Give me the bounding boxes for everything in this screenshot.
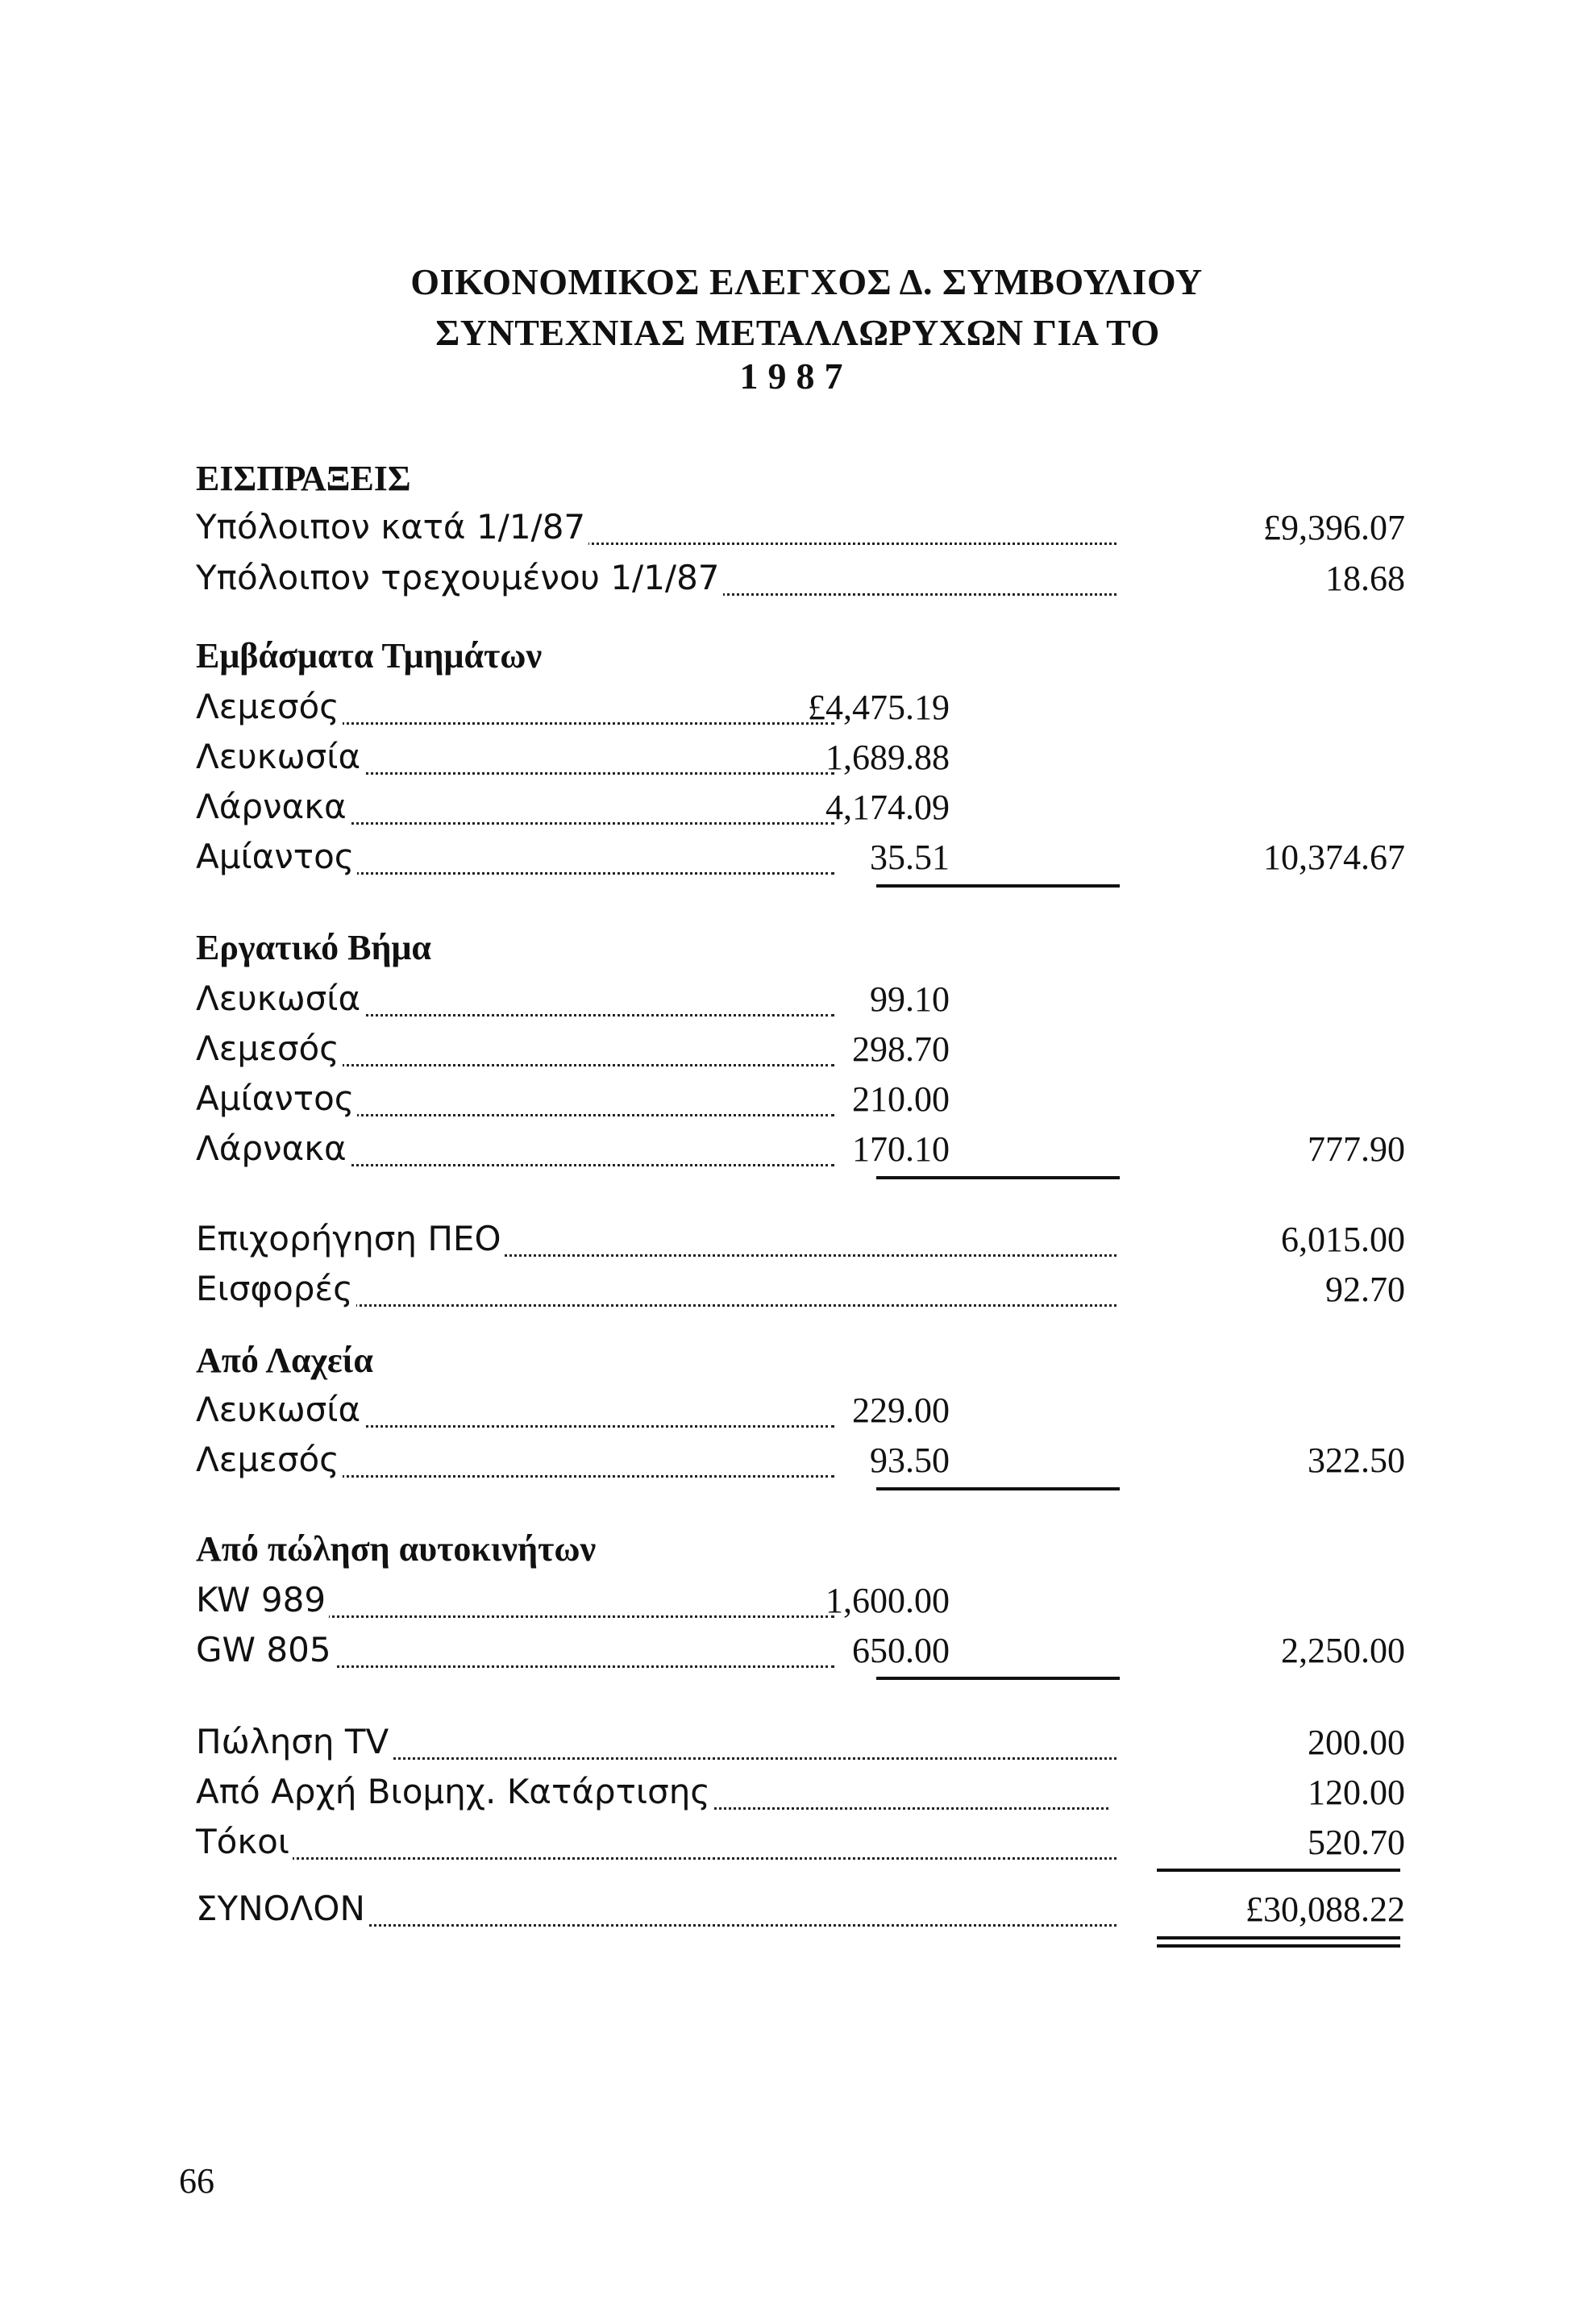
line-item-amount: 4,174.09 bbox=[825, 788, 950, 827]
line-item-label: Λευκωσία bbox=[196, 1390, 364, 1429]
line-item bbox=[196, 1129, 1405, 1177]
balance-row bbox=[196, 507, 1405, 555]
line-item-label: Αμίαντος bbox=[196, 1079, 357, 1118]
line-item-amount: 1,600.00 bbox=[825, 1581, 950, 1620]
line-item-label: Λάρνακα bbox=[196, 787, 350, 826]
subtotal-rule bbox=[876, 1176, 1120, 1179]
line-item-amount: 99.10 bbox=[870, 979, 950, 1019]
line-item bbox=[196, 1219, 1405, 1267]
group-heading-workers-step: Εργατικό Βήμα bbox=[196, 928, 431, 967]
group-total: 10,374.67 bbox=[1263, 838, 1405, 877]
leader-dots bbox=[196, 1857, 1117, 1860]
line-item-amount: £4,475.19 bbox=[808, 688, 950, 727]
line-item bbox=[196, 1390, 1405, 1438]
grand-total-double-rule-bottom bbox=[1157, 1944, 1400, 1948]
line-item-label: Λευκωσία bbox=[196, 737, 364, 776]
balance-amount: £9,396.07 bbox=[1263, 508, 1405, 547]
balance-amount: 18.68 bbox=[1325, 559, 1405, 598]
line-item-amount: 120.00 bbox=[1308, 1773, 1405, 1812]
line-item-label: Τόκοι bbox=[196, 1822, 293, 1861]
title-line-1: ΟΙΚΟΝΟΜΙΚΟΣ ΕΛΕΓΧΟΣ Δ. ΣΥΜΒΟΥΛΙΟΥ bbox=[410, 261, 1203, 302]
subtotal-rule bbox=[876, 1677, 1120, 1680]
line-item bbox=[196, 1440, 1405, 1488]
line-item-label: Επιχορήγηση ΠΕΟ bbox=[196, 1219, 505, 1258]
subtotal-rule bbox=[876, 1487, 1120, 1490]
line-item bbox=[196, 837, 1405, 885]
title-line-2: ΣΥΝΤΕΧΝΙΑΣ ΜΕΤΑΛΛΩΡΥΧΩΝ ΓΙΑ ΤΟ bbox=[435, 312, 1160, 353]
line-item bbox=[196, 787, 1405, 835]
line-item bbox=[196, 1722, 1405, 1770]
line-item bbox=[196, 1822, 1405, 1870]
group-total: 777.90 bbox=[1308, 1129, 1405, 1169]
line-item-label: Λεμεσός bbox=[196, 1029, 343, 1068]
line-item bbox=[196, 1029, 1405, 1077]
page-number: 66 bbox=[179, 2161, 214, 2201]
line-item-label: Λάρνακα bbox=[196, 1129, 350, 1168]
line-item bbox=[196, 1772, 1405, 1820]
grand-total-double-rule-top bbox=[1157, 1936, 1400, 1939]
line-item-label: Αμίαντος bbox=[196, 837, 357, 876]
balance-label: Υπόλοιπον κατά 1/1/87 bbox=[196, 507, 588, 547]
line-item-amount: 93.50 bbox=[870, 1441, 950, 1480]
line-item bbox=[196, 687, 1405, 735]
line-item bbox=[196, 737, 1405, 785]
line-item-label: Εισφορές bbox=[196, 1269, 356, 1308]
group-heading-lotteries: Από Λαχεία bbox=[196, 1341, 373, 1380]
line-item-label: Λεμεσός bbox=[196, 687, 343, 726]
section-receipts-heading: ΕΙΣΠΡΑΞΕΙΣ bbox=[196, 459, 411, 498]
line-item-amount: 92.70 bbox=[1325, 1270, 1405, 1309]
line-item bbox=[196, 1630, 1405, 1678]
line-item-label: Από Αρχή Βιομηχ. Κατάρτισης bbox=[196, 1772, 713, 1811]
line-item-amount: 35.51 bbox=[870, 838, 950, 877]
line-item-amount: 1,689.88 bbox=[825, 738, 950, 777]
line-item-amount: 210.00 bbox=[852, 1079, 950, 1119]
line-item bbox=[196, 979, 1405, 1027]
subtotal-rule bbox=[876, 884, 1120, 888]
balance-row bbox=[196, 558, 1405, 606]
line-item bbox=[196, 1580, 1405, 1628]
line-item-amount: 298.70 bbox=[852, 1029, 950, 1069]
line-item-amount: 200.00 bbox=[1308, 1723, 1405, 1762]
line-item-amount: 170.10 bbox=[852, 1129, 950, 1169]
line-item bbox=[196, 1269, 1405, 1317]
group-heading-departments: Εμβάσματα Τμημάτων bbox=[196, 636, 543, 676]
grand-total-label: ΣΥΝΟΛΟΝ bbox=[196, 1889, 368, 1928]
line-item-amount: 6,015.00 bbox=[1281, 1220, 1405, 1259]
line-item-amount: 520.70 bbox=[1308, 1823, 1405, 1862]
title-year: 1987 bbox=[739, 355, 853, 397]
line-item-label: GW 805 bbox=[196, 1630, 335, 1669]
line-item-amount: 229.00 bbox=[852, 1391, 950, 1430]
line-item-label: Λεμεσός bbox=[196, 1440, 343, 1479]
group-total: 322.50 bbox=[1308, 1441, 1405, 1480]
grand-total-amount: £30,088.22 bbox=[1245, 1890, 1405, 1929]
line-item bbox=[196, 1079, 1405, 1127]
line-item-label: KW 989 bbox=[196, 1580, 329, 1619]
balance-label: Υπόλοιπον τρεχουμένου 1/1/87 bbox=[196, 558, 723, 597]
grand-total-row bbox=[196, 1889, 1405, 1937]
line-item-label: Πώληση TV bbox=[196, 1722, 392, 1761]
total-rule bbox=[1157, 1869, 1400, 1872]
group-heading-cars: Από πώληση αυτοκινήτων bbox=[196, 1529, 597, 1569]
line-item-label: Λευκωσία bbox=[196, 979, 364, 1018]
group-total: 2,250.00 bbox=[1281, 1631, 1405, 1670]
line-item-amount: 650.00 bbox=[852, 1631, 950, 1670]
